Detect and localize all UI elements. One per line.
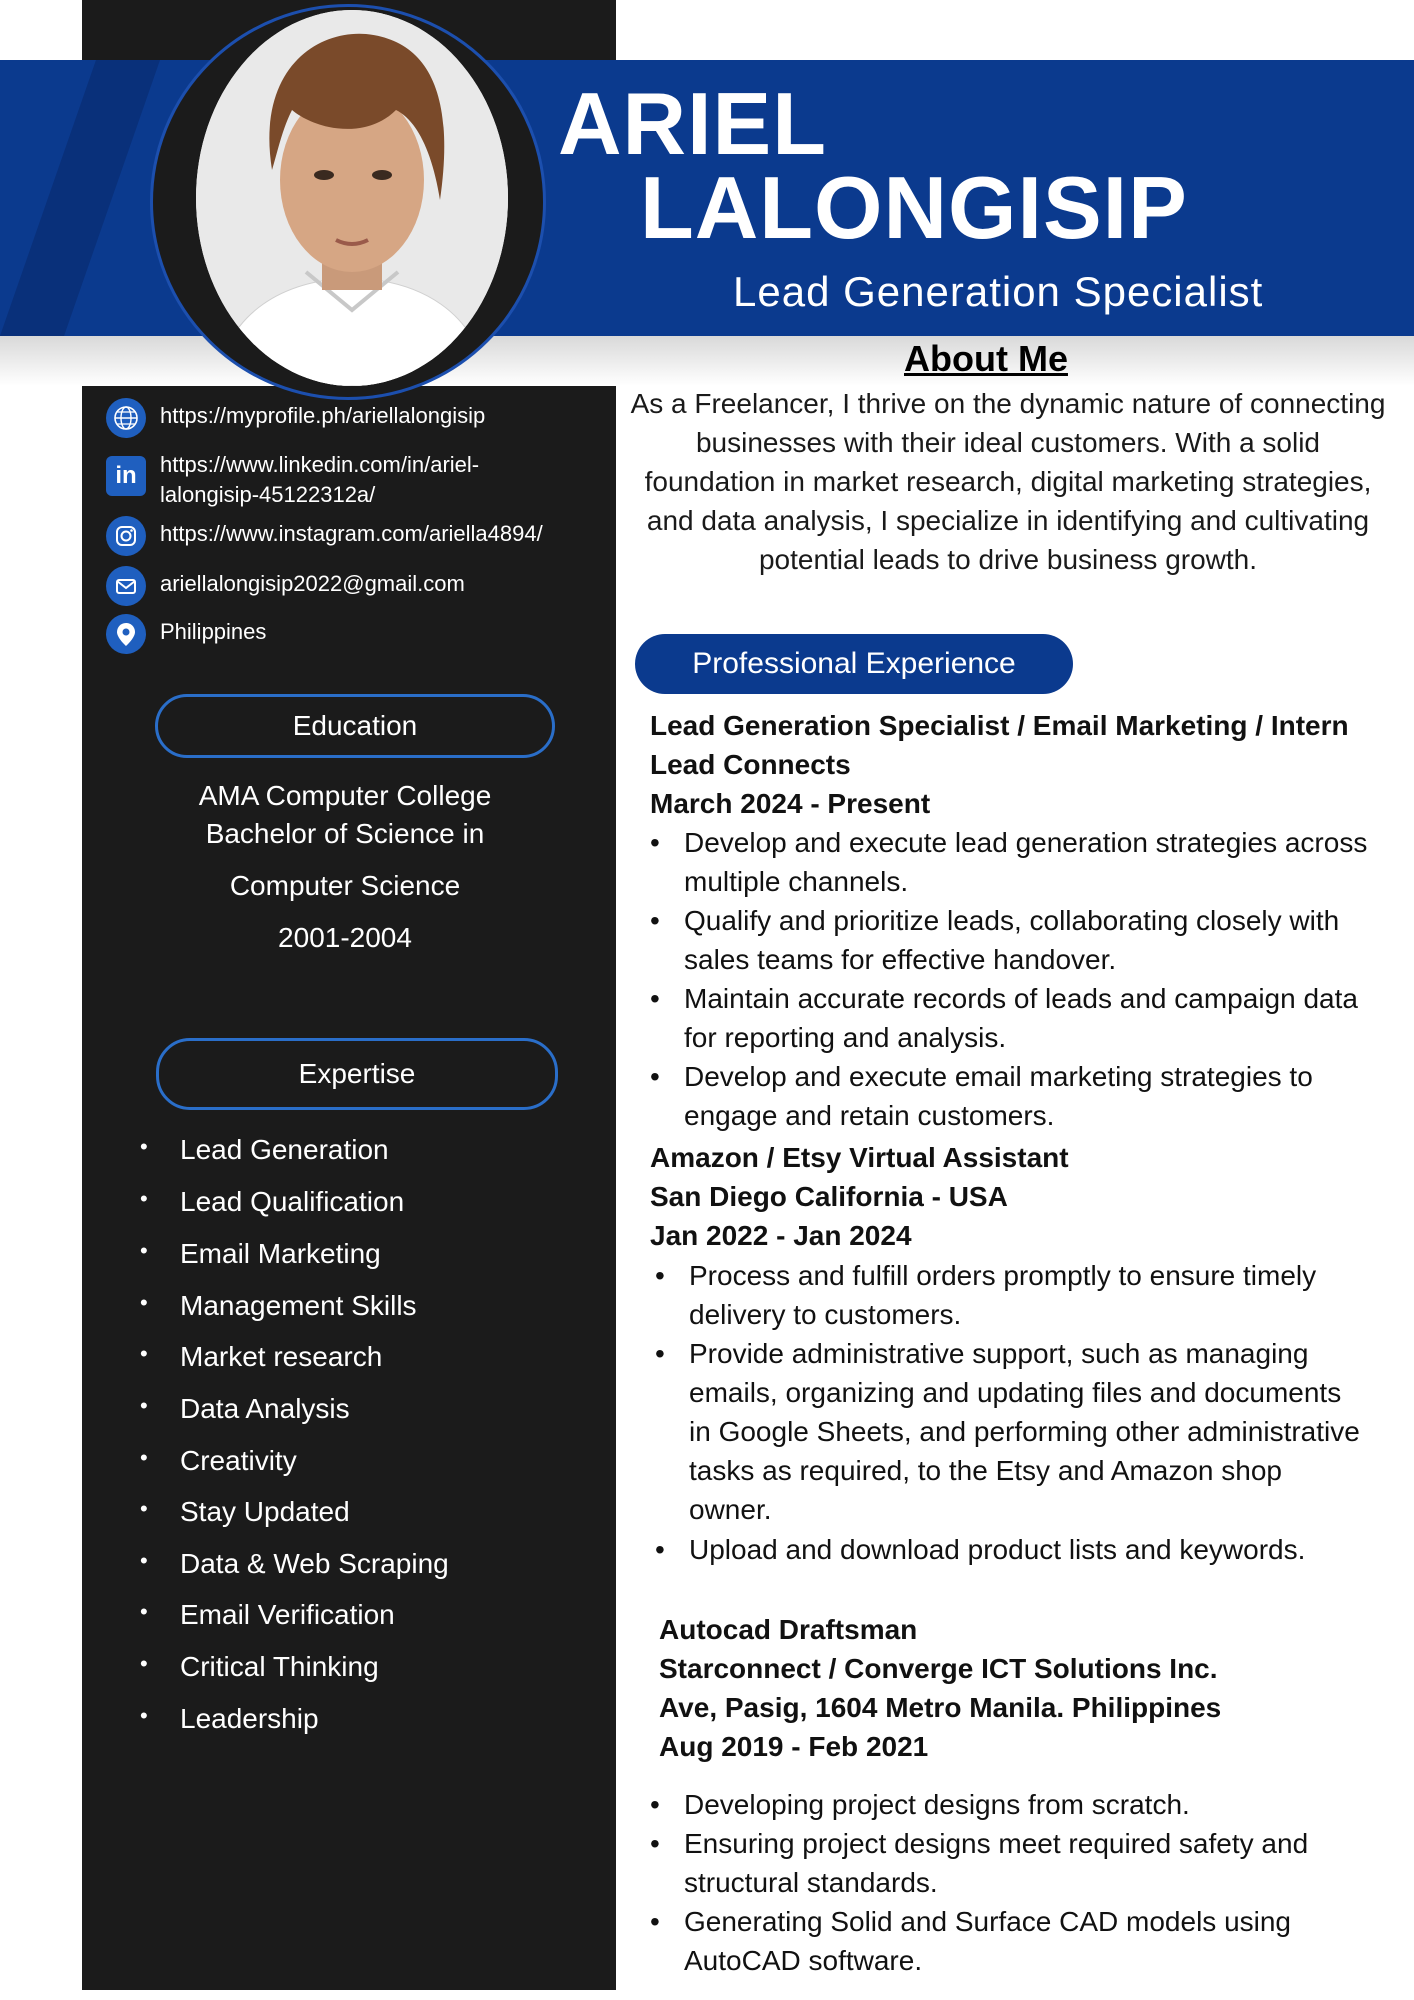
location-pin-icon xyxy=(106,614,146,654)
skill-item xyxy=(146,1134,389,1166)
last-name: LALONGISIP xyxy=(640,158,1188,257)
contact-text: https://www.instagram.com/ariella4894/ xyxy=(160,521,543,546)
education-degree-line1: Bachelor of Science in xyxy=(205,818,485,849)
skill-item xyxy=(146,1548,449,1580)
job-bullet: • Developing project designs from scratch. xyxy=(684,1785,1384,1824)
job-dates-2: Jan 2022 - Jan 2024 xyxy=(650,1220,912,1251)
skill-label: Data Analysis xyxy=(180,1393,350,1424)
job-bullet: • Develop and execute lead generation strategies across multiple channels. xyxy=(684,823,1384,901)
job-location-3: Ave, Pasig, 1604 Metro Manila. Philippines xyxy=(659,1692,1222,1723)
education-degree-line2: Computer Science xyxy=(229,870,461,901)
education-years: 2001-2004 xyxy=(278,922,412,953)
job-title: Lead Generation Specialist xyxy=(733,268,1264,315)
globe-icon xyxy=(106,398,146,438)
skill-item xyxy=(146,1651,379,1683)
skill-label: Market research xyxy=(180,1341,383,1372)
email-icon xyxy=(106,566,146,606)
education-heading: Education xyxy=(155,694,555,758)
skill-label: Data & Web Scraping xyxy=(180,1548,449,1579)
education-school: AMA Computer College xyxy=(198,780,492,811)
skill-item xyxy=(146,1186,404,1218)
job-bullet: • Maintain accurate records of leads and campaign data for reporting and analysis. xyxy=(684,979,1384,1057)
first-name: ARIEL xyxy=(558,74,827,173)
contact-website[interactable] xyxy=(106,398,616,438)
skill-item xyxy=(146,1703,319,1735)
skill-label: Stay Updated xyxy=(180,1496,350,1527)
job-company-1: Lead Connects xyxy=(650,749,851,780)
skill-item xyxy=(146,1341,382,1373)
contact-linkedin[interactable] xyxy=(106,450,616,510)
skill-item xyxy=(146,1599,395,1631)
job-title-2: Amazon / Etsy Virtual Assistant xyxy=(650,1142,1069,1173)
skill-label: Management Skills xyxy=(180,1290,417,1321)
job-bullet: • Provide administrative support, such as managing emails, organizing and updating files and documents in Google Sheets, and performing other administrative tasks as required, to the Etsy and Amazon shop owner. xyxy=(689,1334,1369,1529)
contact-text: https://www.linkedin.com/in/ariel-lalongisip-45122312a/ xyxy=(160,452,480,507)
skill-item xyxy=(146,1238,381,1270)
job-company-2: San Diego California - USA xyxy=(650,1181,1008,1212)
contact-text: ariellalongisip2022@gmail.com xyxy=(160,571,465,596)
contact-instagram[interactable] xyxy=(106,516,616,556)
skill-label: Leadership xyxy=(180,1703,319,1734)
about-text: As a Freelancer, I thrive on the dynamic nature of connecting businesses with their ideal customers. With a solid foundation in market research, digital marketing strategies, and data analysis, I specialize in identifying and cultivating potential leads to drive business growth. xyxy=(630,388,1386,575)
job-dates-3: Aug 2019 - Feb 2021 xyxy=(659,1731,929,1762)
instagram-icon xyxy=(106,516,146,556)
skill-label: Email Marketing xyxy=(180,1238,381,1269)
skill-label: Email Verification xyxy=(180,1599,395,1630)
job-bullet: • Generating Solid and Surface CAD models using AutoCAD software. xyxy=(684,1902,1384,1980)
job-title-3: Autocad Draftsman xyxy=(659,1614,918,1645)
experience-heading: Professional Experience xyxy=(635,634,1073,694)
job-bullet: • Process and fulfill orders promptly to ensure timely delivery to customers. xyxy=(689,1256,1369,1334)
skill-item xyxy=(146,1393,350,1425)
skill-item xyxy=(146,1496,350,1528)
job-bullet: • Qualify and prioritize leads, collaborating closely with sales teams for effective handover. xyxy=(684,901,1384,979)
contact-location xyxy=(106,614,616,654)
about-heading: About Me xyxy=(904,338,1068,379)
skill-label: Lead Qualification xyxy=(180,1186,405,1217)
job-bullet: • Upload and download product lists and keywords. xyxy=(689,1530,1369,1569)
contact-text: https://myprofile.ph/ariellalongisip xyxy=(160,403,486,428)
contact-email[interactable] xyxy=(106,566,616,606)
job-bullet: • Ensuring project designs meet required safety and structural standards. xyxy=(684,1824,1384,1902)
job-company-3: Starconnect / Converge ICT Solutions Inc. xyxy=(659,1653,1218,1684)
skill-item xyxy=(146,1445,297,1477)
banner-stripe xyxy=(0,60,160,336)
skill-label: Lead Generation xyxy=(180,1134,389,1165)
job-title-1: Lead Generation Specialist / Email Marketing / Intern xyxy=(650,710,1349,741)
job-dates-1: March 2024 - Present xyxy=(650,788,931,819)
linkedin-icon: in xyxy=(106,456,146,496)
profile-photo xyxy=(196,10,508,386)
skill-label: Critical Thinking xyxy=(180,1651,379,1682)
skill-label: Creativity xyxy=(180,1445,297,1476)
job-bullet: • Develop and execute email marketing strategies to engage and retain customers. xyxy=(684,1057,1384,1135)
skill-item xyxy=(146,1290,417,1322)
contact-text: Philippines xyxy=(160,619,267,644)
expertise-heading: Expertise xyxy=(156,1038,558,1110)
